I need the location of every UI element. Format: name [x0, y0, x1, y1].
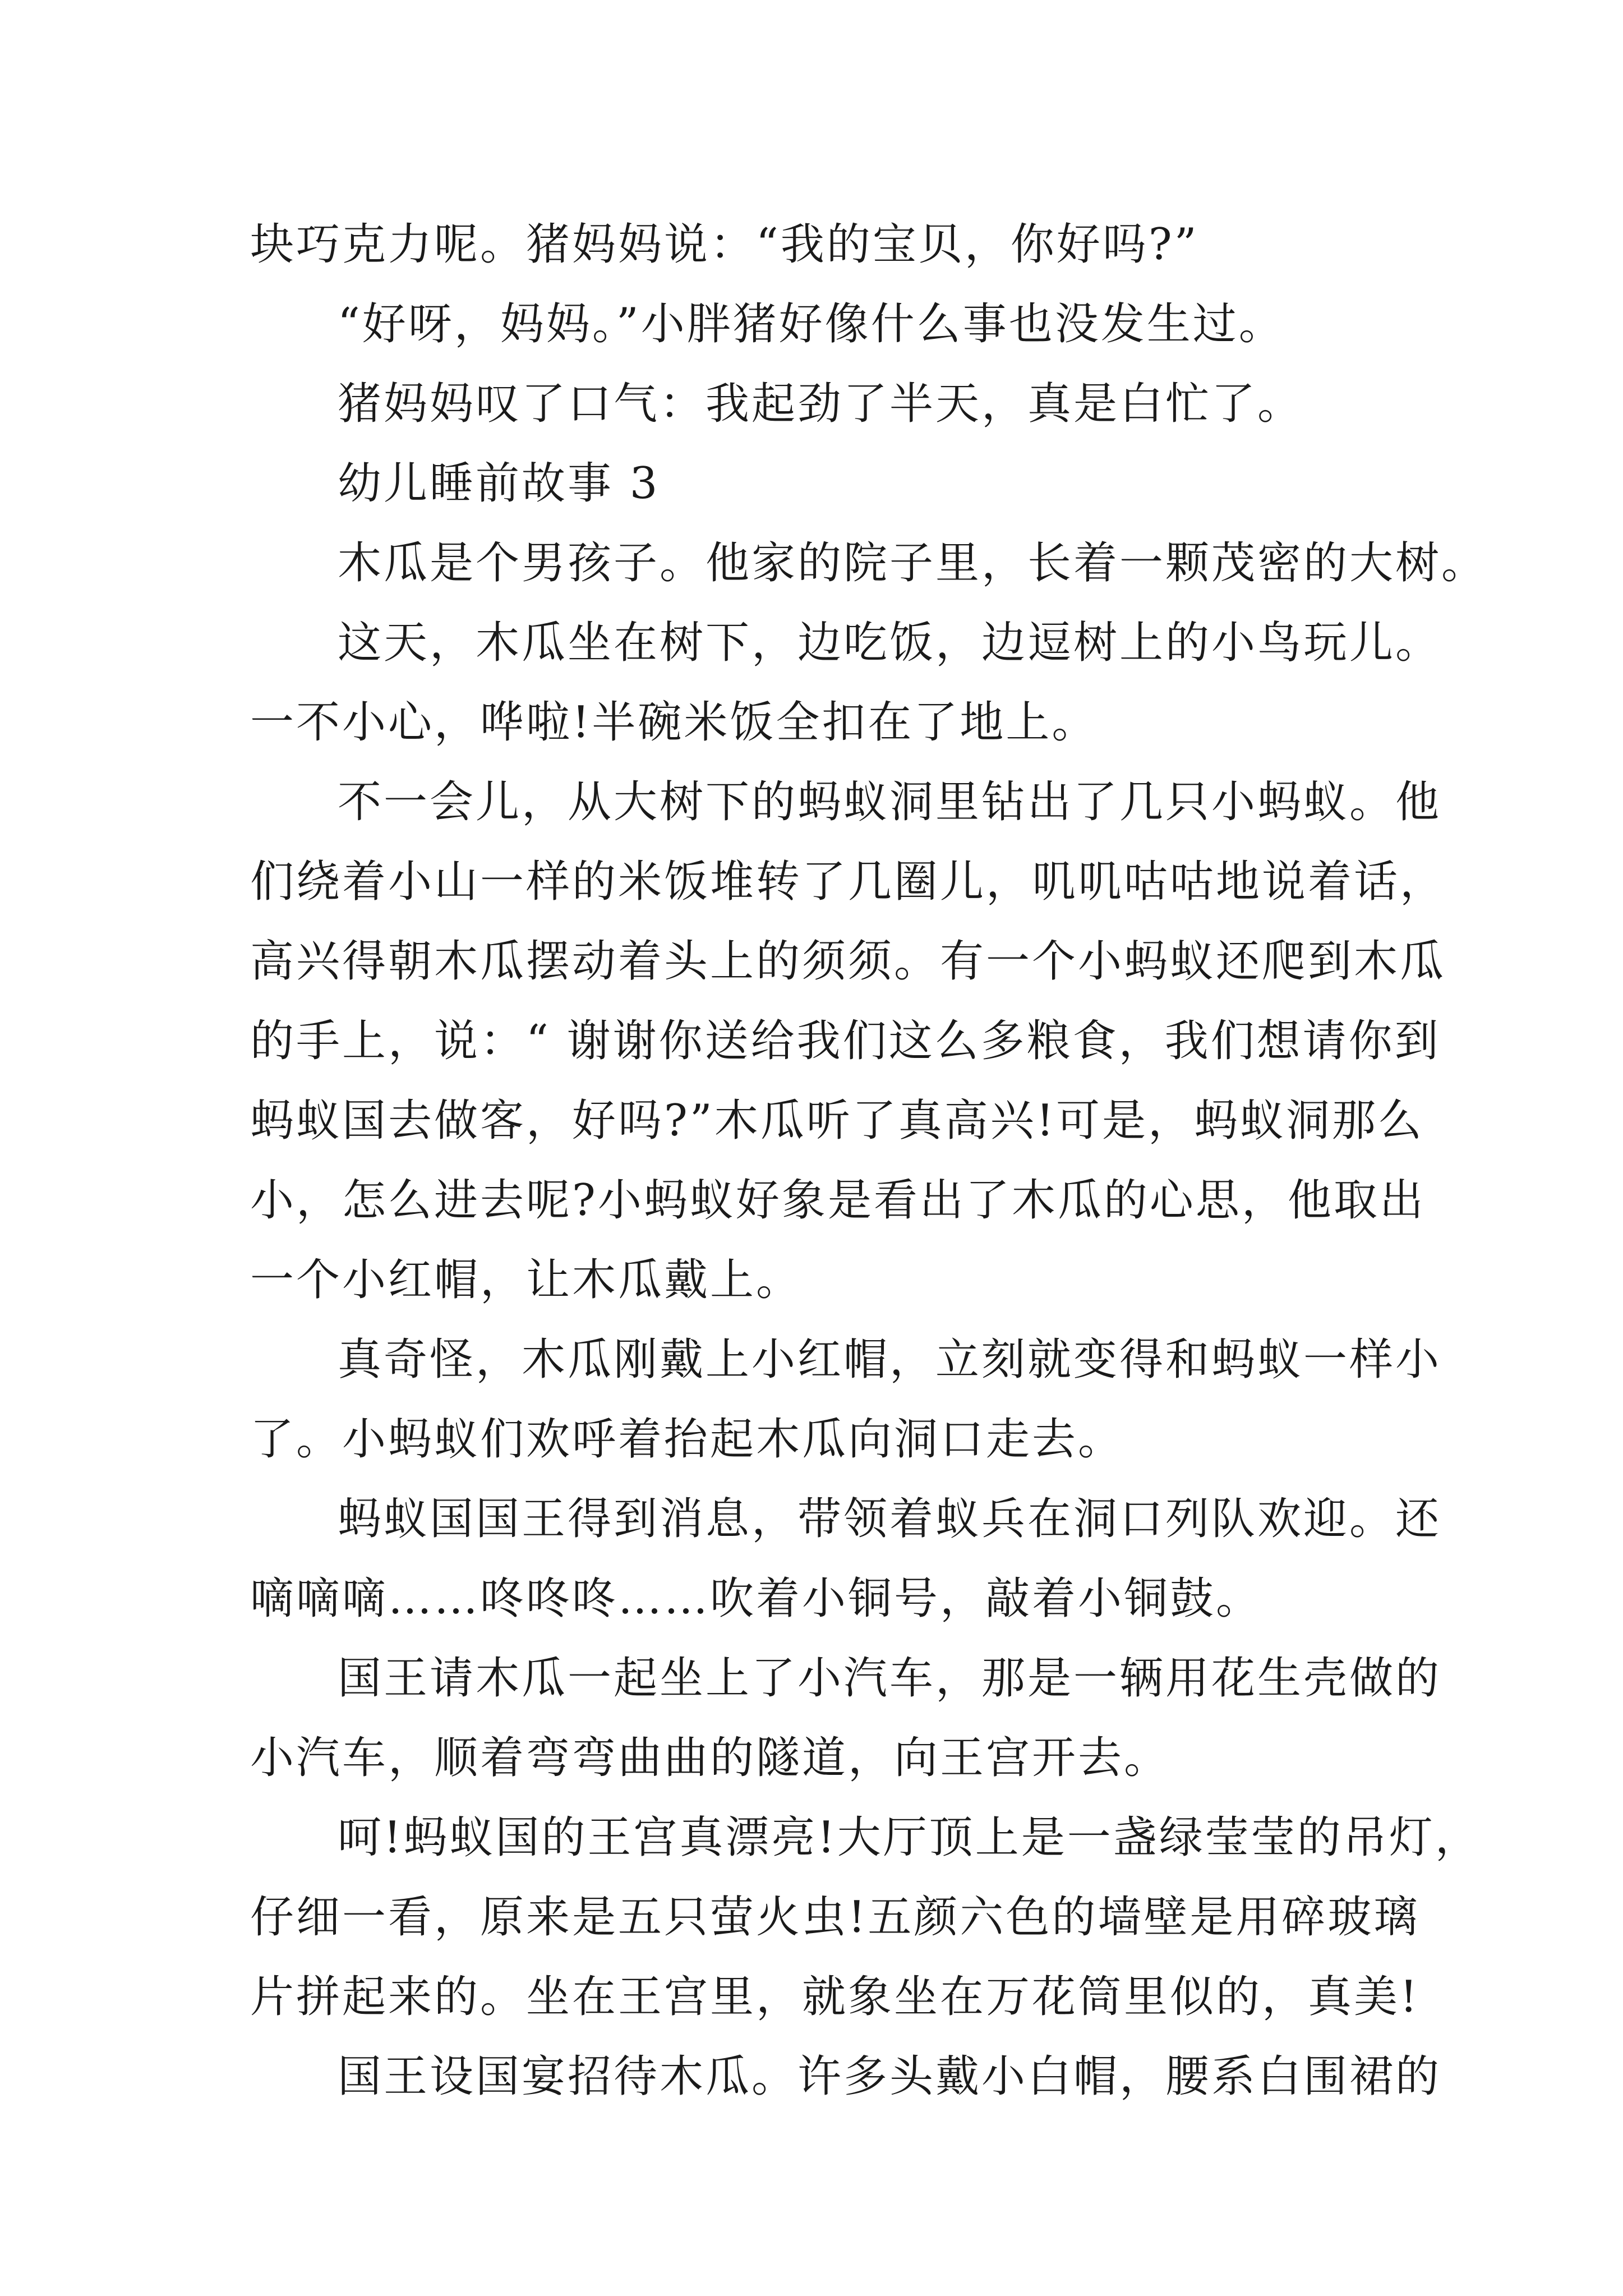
- text-line: 们绕着小山一样的米饭堆转了几圈儿，叽叽咕咕地说着话，: [250, 857, 1446, 907]
- section-heading: 幼儿睡前故事 3: [338, 458, 660, 509]
- text-line: 呵!蚂蚁国的王宫真漂亮!大厅顶上是一盏绿莹莹的吊灯，: [338, 1812, 1481, 1863]
- text-line: 国王设国宴招待木瓜。许多头戴小白帽，腰系白围裙的: [338, 2051, 1442, 2102]
- text-line: 块巧克力呢。猪妈妈说：“我的宝贝，你好吗?”: [250, 219, 1199, 270]
- text-line: 了。小蚂蚁们欢呼着抬起木瓜向洞口走去。: [250, 1414, 1124, 1465]
- text-line: 木瓜是个男孩子。他家的院子里，长着一颗茂密的大树。: [338, 538, 1488, 588]
- document-body: [250, 205, 1488, 2116]
- text-line: 的手上，说：“ 谢谢你送给我们这么多粮食，我们想请你到: [250, 1016, 1441, 1066]
- text-line: 小汽车，顺着弯弯曲曲的隧道，向王宫开去。: [250, 1733, 1170, 1783]
- text-line: 蚂蚁国国王得到消息，带领着蚁兵在洞口列队欢迎。还: [338, 1494, 1442, 1544]
- text-line: 蚂蚁国去做客，好吗?”木瓜听了真高兴!可是，蚂蚁洞那么: [250, 1096, 1424, 1146]
- text-line: 国王请木瓜一起坐上了小汽车，那是一辆用花生壳做的: [338, 1653, 1442, 1704]
- text-line: 猪妈妈叹了口气：我起劲了半天，真是白忙了。: [338, 379, 1304, 429]
- text-line: 这天，木瓜坐在树下，边吃饭，边逗树上的小鸟玩儿。: [338, 618, 1442, 668]
- text-line: 一不小心，哗啦!半碗米饭全扣在了地上。: [250, 697, 1098, 748]
- text-line: 高兴得朝木瓜摆动着头上的须须。有一个小蚂蚁还爬到木瓜: [250, 936, 1446, 987]
- text-line: 小，怎么进去呢?小蚂蚁好象是看出了木瓜的心思，他取出: [250, 1175, 1426, 1226]
- text-line: 一个小红帽，让木瓜戴上。: [250, 1255, 803, 1305]
- text-line: 嘀嘀嘀……咚咚咚……吹着小铜号，敲着小铜鼓。: [250, 1573, 1262, 1624]
- text-line: 不一会儿，从大树下的蚂蚁洞里钻出了几只小蚂蚁。他: [338, 777, 1442, 827]
- text-line: 仔细一看，原来是五只萤火虫!五颜六色的墙壁是用碎玻璃: [250, 1892, 1420, 1943]
- text-line: 片拼起来的。坐在王宫里，就象坐在万花筒里似的，真美!: [250, 1972, 1420, 2022]
- text-line: 真奇怪，木瓜刚戴上小红帽，立刻就变得和蚂蚁一样小: [338, 1335, 1442, 1385]
- text-line: “好呀，妈妈。”小胖猪好像什么事也没发生过。: [338, 299, 1285, 349]
